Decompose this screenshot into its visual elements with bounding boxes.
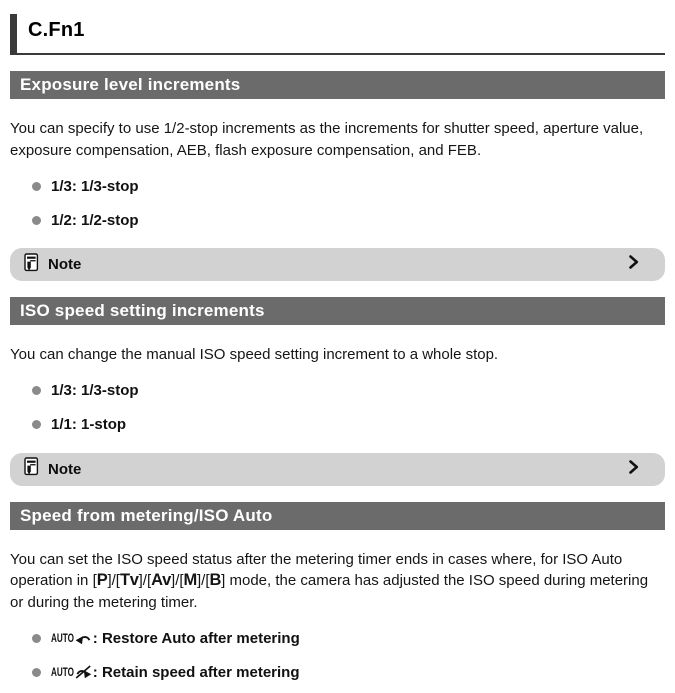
bullet-dot-icon xyxy=(32,182,41,191)
section-body-speed-metering xyxy=(10,549,651,614)
note-accordion-iso[interactable] xyxy=(10,453,665,486)
page-title: C.Fn1 xyxy=(28,19,85,41)
list-item xyxy=(32,177,665,195)
bullet-label: 1/2: 1/2-stop xyxy=(51,211,139,229)
title-accent-bar xyxy=(10,14,17,55)
note-label: Note xyxy=(48,256,82,273)
list-item xyxy=(32,382,665,400)
bullet-label: : Restore Auto after metering xyxy=(92,629,300,647)
body-text-after: mode, the camera has adjusted the ISO speed during metering or during the metering timer. xyxy=(10,572,649,611)
section-iso-speed-setting-increments xyxy=(10,297,665,486)
section-speed-from-metering-iso-auto xyxy=(10,502,665,682)
section-heading-iso: ISO speed setting increments xyxy=(10,297,665,325)
section-heading-speed-metering: Speed from metering/ISO Auto xyxy=(10,502,665,530)
section-heading-exposure: Exposure level increments xyxy=(10,71,665,99)
bullet-dot-icon xyxy=(32,668,41,677)
bullet-dot-icon xyxy=(32,386,41,395)
restore-arrow-icon xyxy=(75,631,92,645)
note-label: Note xyxy=(48,460,82,478)
chevron-right-icon xyxy=(628,254,639,275)
bullet-dot-icon xyxy=(32,420,41,429)
bullet-label: 1/1: 1-stop xyxy=(51,416,127,433)
note-icon xyxy=(24,253,39,277)
iso-auto-retain-icon: AUTO xyxy=(51,665,92,679)
bullet-label: : Retain speed after metering xyxy=(92,663,300,681)
list-item xyxy=(32,416,665,434)
section-body-iso: You can change the manual ISO speed setting increment to a whole stop. xyxy=(10,346,499,363)
camera-mode-icons: [P]/[Tv]/[Av]/[M]/[B] xyxy=(92,571,226,589)
bullet-label: 1/3: 1/3-stop xyxy=(51,177,139,195)
note-accordion-exposure[interactable] xyxy=(10,248,665,281)
section-body-exposure: You can specify to use 1/2-stop increments as the increments for shutter speed, aperture value, exposure compensation, AEB, flash exposure compensation, and FEB. xyxy=(10,120,644,159)
page-title-block xyxy=(10,14,665,55)
chevron-right-icon xyxy=(628,459,639,480)
list-item xyxy=(32,211,665,229)
list-item xyxy=(32,663,665,681)
bullet-dot-icon xyxy=(32,634,41,643)
section-exposure-level-increments xyxy=(10,71,665,281)
retain-arrow-crossed-icon xyxy=(75,665,92,679)
body-text-before: You can set the ISO speed status after the metering timer ends in cases where, for ISO Auto operation in xyxy=(10,550,623,589)
bullet-label: 1/3: 1/3-stop xyxy=(51,382,139,399)
note-icon xyxy=(24,457,39,481)
bullet-dot-icon xyxy=(32,216,41,225)
list-item xyxy=(32,629,665,647)
iso-auto-restore-icon: AUTO xyxy=(51,631,92,645)
